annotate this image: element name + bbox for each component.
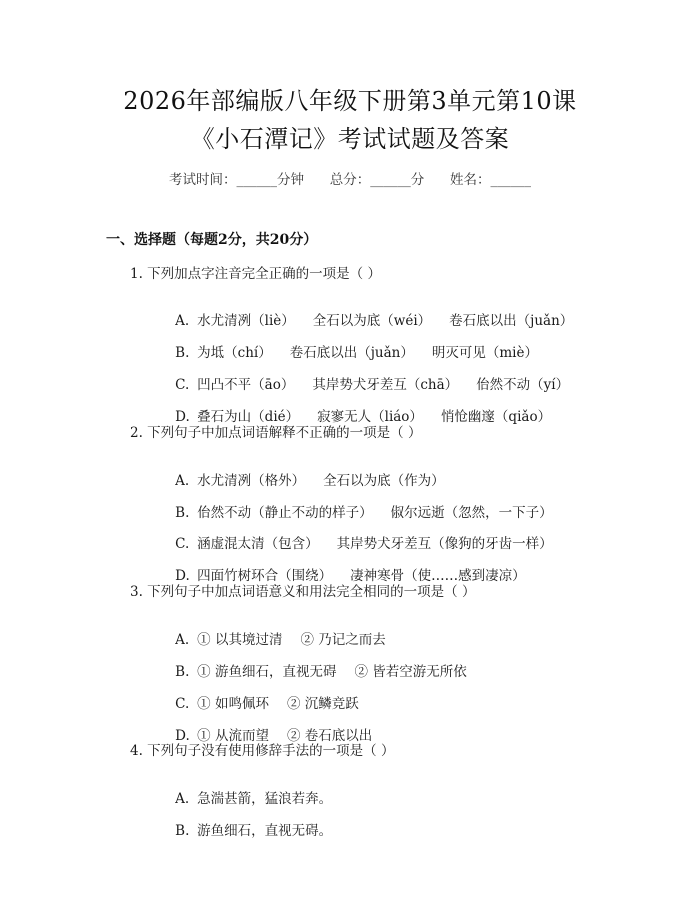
option-letter: A. (175, 791, 190, 807)
option-part: ① 如鸣佩环 (197, 696, 269, 712)
option-part: 游鱼细石，直视无碍。 (197, 823, 333, 839)
option-letter: D. (175, 728, 190, 744)
option-part: 全石以为底（作为） (323, 473, 445, 489)
option-part: 凹凸不平（āo） (197, 377, 295, 393)
option-part: 卷石底以出（juǎn） (289, 345, 414, 361)
question-1-stem: 1. 下列加点字注音完全正确的一项是（ ） (130, 266, 381, 282)
option-part: ② 皆若空游无所依 (354, 664, 467, 680)
option-letter: A. (175, 632, 190, 648)
option-part: ① 从流而望 (197, 728, 269, 744)
question-4-stem: 4. 下列句子没有使用修辞手法的一项是（ ） (130, 743, 395, 759)
option-letter: B. (175, 345, 190, 361)
option-part: 水尤清冽（liè） (197, 313, 295, 329)
option-letter: C. (175, 536, 190, 552)
page-title-line1: 2026年部编版八年级下册第3单元第10课 (123, 87, 577, 115)
option-letter: C. (175, 696, 190, 712)
option-part: ① 以其境过清 (197, 632, 283, 648)
exam-info-line: 考试时间：______分钟 总分：______分 姓名：______ (169, 172, 531, 188)
option-part: 涵虚混太清（包含） (197, 536, 319, 552)
option-part: 叠石为山（dié） (197, 409, 300, 425)
option-letter: D. (175, 409, 190, 425)
option-letter: C. (175, 377, 190, 393)
section-title-choice: 一、选择题（每题2分，共20分） (106, 232, 318, 248)
option-letter: B. (175, 823, 190, 839)
option-part: ② 沉鳞竞跃 (286, 696, 359, 712)
option-part: ② 卷石底以出 (286, 728, 373, 744)
option-part: 俶尔远逝（忽然，一下子） (390, 505, 553, 521)
question-3-stem: 3. 下列句子中加点词语意义和用法完全相同的一项是（ ） (130, 584, 476, 600)
option-part: 水尤清冽（格外） (197, 473, 306, 489)
option-part: ① 游鱼细石，直视无碍 (197, 664, 337, 680)
option-part: 凄神寒骨（使……感到凄凉） (350, 568, 526, 584)
option-part: 四面竹树环合（围绕） (197, 568, 333, 584)
option-part: 其岸势犬牙差互（chā） (312, 377, 459, 393)
question-2-stem: 2. 下列句子中加点词语解释不正确的一项是（ ） (130, 425, 422, 441)
option-part: ② 乃记之而去 (300, 632, 386, 648)
option-part: 卷石底以出（juǎn） (449, 313, 574, 329)
option-letter: A. (175, 473, 190, 489)
option-part: 佁然不动（yí） (476, 377, 570, 393)
option-part: 悄怆幽邃（qiǎo） (440, 409, 552, 425)
option-part: 寂寥无人（liáo） (317, 409, 423, 425)
option-letter: A. (175, 313, 190, 329)
option-part: 急湍甚箭，猛浪若奔。 (197, 791, 333, 807)
option-part: 其岸势犬牙差互（像狗的牙齿一样） (336, 536, 553, 552)
page-title-line2: 《小石潭记》考试试题及答案 (190, 125, 510, 153)
option-part: 全石以为底（wéi） (312, 313, 432, 329)
option-letter: D. (175, 568, 190, 584)
option-letter: B. (175, 664, 190, 680)
option-letter: B. (175, 505, 190, 521)
option-part: 为坻（chí） (197, 345, 272, 361)
question-4-option-b (158, 803, 350, 855)
option-part: 明灭可见（miè） (431, 345, 538, 361)
option-part: 佁然不动（静止不动的样子） (197, 505, 373, 521)
